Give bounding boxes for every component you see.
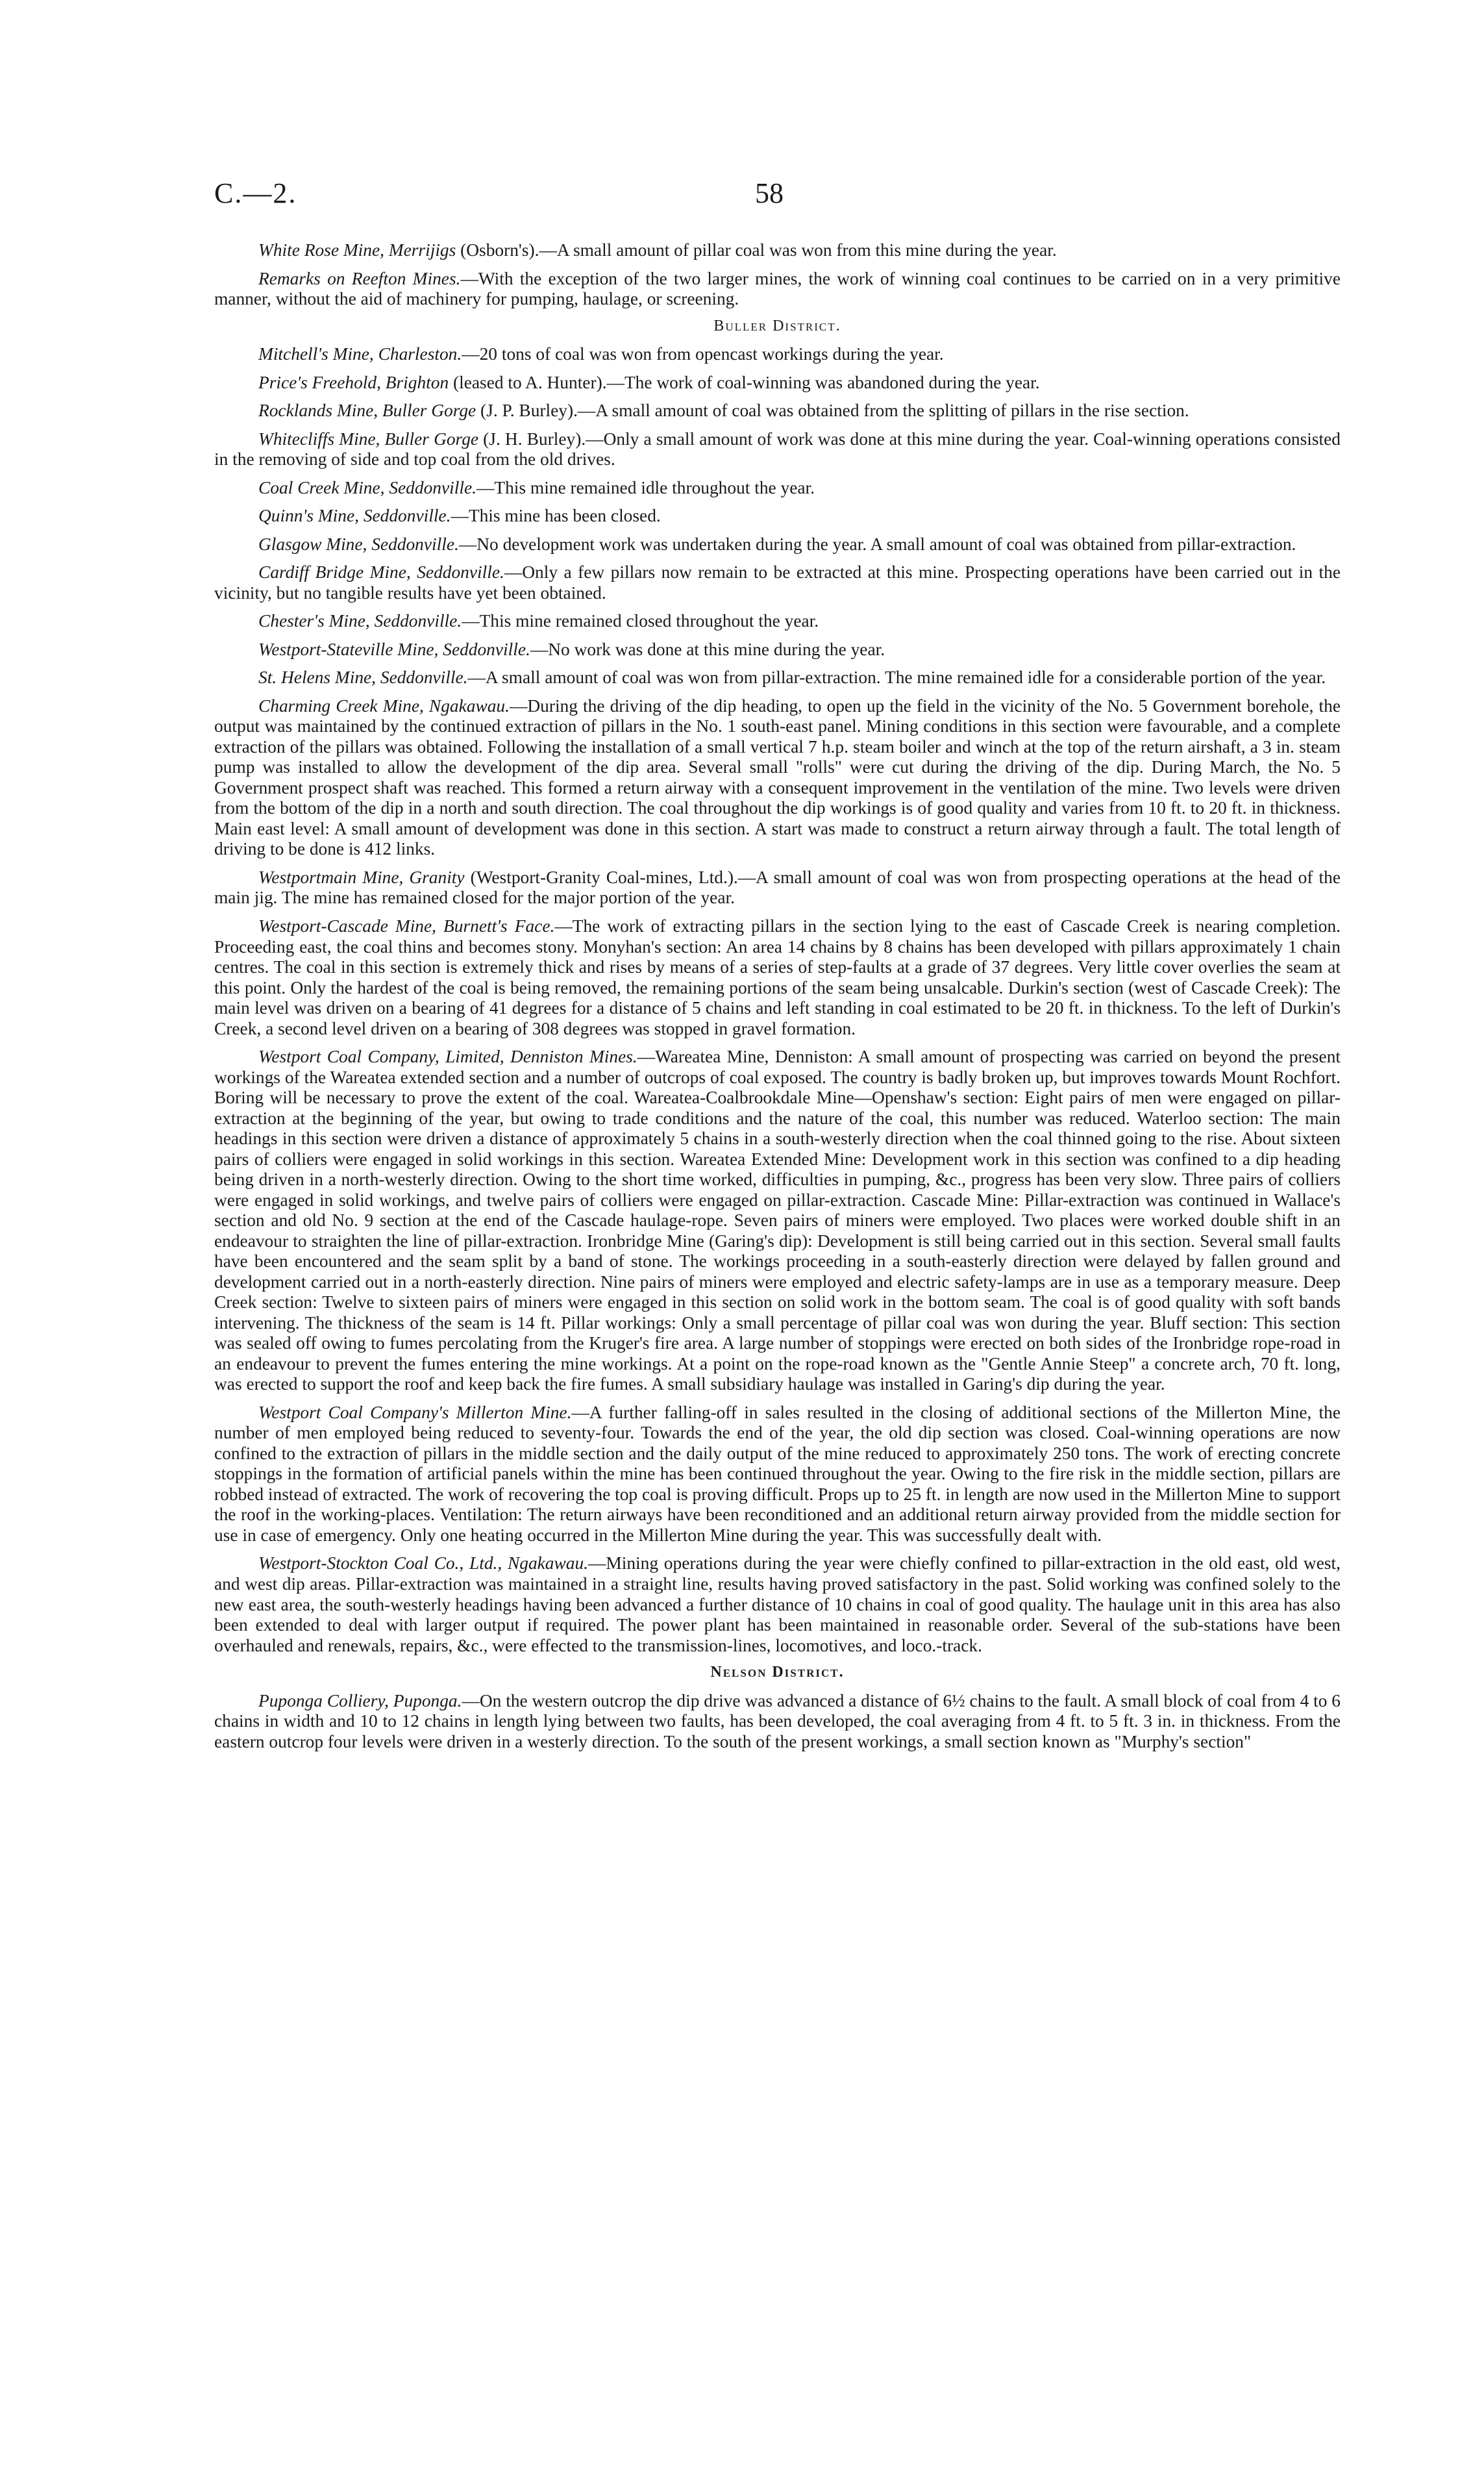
paragraph-text: (Westport-Granity Coal-mines, Ltd.).—A small amount of coal was won from prospecting operations at the head of the main jig. The mine has remained closed for the major portion of the year. bbox=[214, 867, 1341, 908]
paragraph-title: Westport-Stateville Mine, Seddonville. bbox=[258, 639, 530, 659]
body-paragraph bbox=[214, 916, 1341, 1039]
body-paragraph bbox=[214, 1047, 1341, 1395]
body-paragraph bbox=[214, 562, 1341, 603]
paragraph-title: Cardiff Bridge Mine, Seddonville. bbox=[258, 562, 504, 582]
body-paragraph bbox=[214, 478, 1341, 499]
paragraph-title: Quinn's Mine, Seddonville. bbox=[258, 506, 451, 526]
paragraph-text: —20 tons of coal was won from opencast workings during the year. bbox=[462, 344, 944, 364]
page-header bbox=[214, 177, 1341, 216]
body-paragraph bbox=[214, 240, 1341, 261]
document-reference: C.—2. bbox=[214, 177, 297, 209]
paragraph-title: Westportmain Mine, Granity bbox=[258, 867, 465, 887]
body-paragraph bbox=[214, 506, 1341, 527]
paragraph-text: —A small amount of coal was won from pillar-extraction. The mine remained idle for a considerable portion of the year. bbox=[467, 668, 1326, 688]
body-paragraph bbox=[214, 611, 1341, 632]
body-paragraph bbox=[214, 696, 1341, 860]
body-paragraph bbox=[214, 1553, 1341, 1656]
body-paragraph bbox=[214, 373, 1341, 394]
section-heading: Nelson District. bbox=[710, 1664, 845, 1681]
paragraph-text: —Mining operations during the year were chiefly confined to pillar-extraction in the old east, old west, and west dip areas. Pillar-extraction was maintained in a straight line, results having proved satisfactory in the past. Solid working was confined solely to the new east area, the south-westerly headings having been advanced a further distance of 10 chains in coal of good quality. The haulage unit in this area has also been extended to deal with larger output if required. The power plant has been maintained in reasonable order. Several of the sub-stations have been overhauled and renewals, repairs, &c., were effected to the transmission-lines, locomotives, and loco.-track. bbox=[214, 1553, 1341, 1655]
paragraph-title: St. Helens Mine, Seddonville. bbox=[258, 668, 468, 688]
paragraph-text: —With the exception of the two larger mines, the work of winning coal continues to be carried on in a very primitive manner, without the aid of machinery for pumping, haulage, or screening. bbox=[214, 268, 1341, 309]
body-paragraph bbox=[214, 868, 1341, 908]
paragraph-text: (Osborn's).—A small amount of pillar coal was won from this mine during the year. bbox=[456, 240, 1057, 260]
body-paragraph bbox=[214, 269, 1341, 310]
paragraph-text: (leased to A. Hunter).—The work of coal-winning was abandoned during the year. bbox=[449, 372, 1040, 392]
body-paragraph bbox=[214, 640, 1341, 660]
paragraph-title: Coal Creek Mine, Seddonville. bbox=[258, 477, 476, 497]
body-paragraph bbox=[214, 344, 1341, 365]
paragraph-title: Puponga Colliery, Puponga. bbox=[258, 1690, 462, 1710]
paragraph-title: Price's Freehold, Brighton bbox=[258, 372, 449, 392]
paragraph-text: —This mine remained idle throughout the year. bbox=[476, 477, 815, 497]
section-heading: Buller District. bbox=[713, 317, 841, 334]
paragraph-title: White Rose Mine, Merrijigs bbox=[258, 240, 456, 260]
paragraph-title: Westport-Stockton Coal Co., Ltd., Ngakawau. bbox=[258, 1553, 588, 1573]
paragraph-text: —The work of extracting pillars in the section lying to the east of Cascade Creek is nearing completion. Proceeding east, the coal thins and becomes stony. Monyhan's section: An area 14 chains by 8 chains has been developed with pillars approximately 1 chain centres. The coal in this section is extremely thick and rises by means of a series of step-faults at a grade of 37 degrees. Very little cover overlies the seam at this point. Only the hardest of the coal is being removed, the remaining portions of the seam being unsalcable. Durkin's section (west of Cascade Creek): The main level was driven on a bearing of 41 degrees for a distance of 5 chains and left standing in coal estimated to be 20 ft. in thickness. To the left of Durkin's Creek, a second level driven on a bearing of 308 degrees was stopped in gravel formation. bbox=[214, 916, 1341, 1038]
paragraph-title: Remarks on Reefton Mines. bbox=[258, 268, 461, 288]
paragraph-text: —This mine remained closed throughout the year. bbox=[462, 611, 819, 631]
paragraph-title: Westport Coal Company's Millerton Mine. bbox=[258, 1402, 572, 1422]
paragraph-title: Rocklands Mine, Buller Gorge bbox=[258, 401, 476, 421]
body-paragraph bbox=[214, 401, 1341, 421]
body-paragraph bbox=[214, 1403, 1341, 1546]
paragraph-text: (J. P. Burley).—A small amount of coal was obtained from the splitting of pillars in the rise section. bbox=[476, 401, 1189, 421]
paragraph-text: —A further falling-off in sales resulted in the closing of additional sections of the Millerton Mine, the number of men employed being reduced to seventy-four. Towards the end of the year, the old dip section was closed. Coal-winning operations are now confined to the extraction of pillars in the middle section and the daily output of the mine reduced to approximately 250 tons. The work of erecting concrete stoppings in the formation of artificial panels within the mine has been continued throughout the year. Owing to the fire risk in the middle section, pillars are robbed instead of extracted. The work of recovering the top coal is proving difficult. Props up to 25 ft. in length are now used in the Millerton Mine to support the roof in the working-places. Ventilation: The return airways have been reconditioned and an additional return airway provided from the middle section for use in case of emergency. Only one heating occurred in the Millerton Mine during the year. This was successfully dealt with. bbox=[214, 1402, 1341, 1545]
body-paragraph bbox=[214, 429, 1341, 470]
paragraph-title: Charming Creek Mine, Ngakawau. bbox=[258, 695, 510, 716]
paragraph-title: Mitchell's Mine, Charleston. bbox=[258, 344, 462, 364]
paragraph-text: (J. H. Burley).—Only a small amount of work was done at this mine during the year. Coal-winning operations consisted in the removing of side and top coal from the old drives. bbox=[214, 429, 1341, 470]
body-paragraph bbox=[214, 534, 1341, 555]
paragraph-title: Westport Coal Company, Limited, Denniston Mines. bbox=[258, 1047, 637, 1067]
paragraph-text: —This mine has been closed. bbox=[451, 506, 661, 526]
paragraph-title: Glasgow Mine, Seddonville. bbox=[258, 534, 459, 554]
page-number: 58 bbox=[755, 177, 784, 209]
paragraph-text: —Wareatea Mine, Denniston: A small amount of prospecting was carried on beyond the present workings of the Wareatea extended section and a number of outcrops of coal exposed. The country is badly broken up, but improves towards Mount Rochfort. Boring will be necessary to prove the extent of the coal. Wareatea-Coalbrookdale Mine—Openshaw's section: Eight pairs of men were engaged on pillar-extraction at the beginning of the year, but owing to trade conditions and the nature of the coal, this number was reduced. Waterloo section: The main headings in this section were driven a distance of approximately 5 chains in a south-westerly direction when the coal thinned going to the rise. About sixteen pairs of colliers were engaged in solid workings in this section. Wareatea Extended Mine: Development work in this section was confined to a dip heading being driven in a north-westerly direction. Owing to the short time worked, difficulties in pumping, &c., progress has been very slow. Three pairs of colliers were engaged in solid workings, and twelve pairs of colliers were engaged on pillar-extraction. Cascade Mine: Pillar-extraction was continued in Wallace's section and old No. 9 section at the end of the Cascade haulage-rope. Seven pairs of miners were employed. Two places were worked double shift in an endeavour to straighten the line of pillar-extraction. Ironbridge Mine (Garing's dip): Development is still being carried out in this section. Several small faults have been encountered and the seam split by a band of stone. The workings proceeding in a south-easterly direction were delayed by fallen ground and development carried out in a north-easterly direction. Nine pairs of miners were employed and electric safety-lamps are in use as a temporary measure. Deep Creek section: Twelve to sixteen pairs of miners were engaged in this section on solid work in the bottom seam. The coal is of good quality with soft bands intervening. The thickness of the seam is 14 ft. Pillar workings: Only a small percentage of pillar coal was won during the year. Bluff section: This section was sealed off owing to fumes percolating from the Kruger's fire area. A large number of stoppings were erected on both sides of the Ironbridge rope-road in an endeavour to prevent the fumes entering the mine workings. At a point on the rope-road known as the "Gentle Annie Steep" a concrete arch, 70 ft. long, was erected to support the roof and keep back the fire fumes. A small subsidiary haulage was installed in Garing's dip during the year. bbox=[214, 1047, 1341, 1394]
paragraph-text: —During the driving of the dip heading, to open up the field in the vicinity of the No. 5 Government borehole, the output was maintained by the continued extraction of pillars in the No. 1 south-east panel. Mining conditions in this section were favourable, and a complete extraction of the pillars was obtained. Following the installation of a small vertical 7 h.p. steam boiler and winch at the top of the return airshaft, a 3 in. steam pump was installed to allow the development of the dip area. Several small "rolls" were cut during the driving of the dip. During March, the No. 5 Government prospect shaft was reached. This formed a return airway with a consequent improvement in the ventilation of the mine. Two levels were driven from the bottom of the dip in a north and south direction. The coal throughout the dip workings is of good quality and varies from 10 ft. to 20 ft. in thickness. Main east level: A small amount of development was done in this section. A start was made to construct a return airway through a fault. The total length of driving to be done is 412 links. bbox=[214, 695, 1341, 859]
body-paragraph bbox=[214, 668, 1341, 688]
paragraph-text: —On the western outcrop the dip drive was advanced a distance of 6½ chains to the fault. A small block of coal from 4 to 6 chains in width and 10 to 12 chains in length lying between two faults, has been developed, the coal averaging from 4 ft. to 5 ft. 3 in. in thickness. From the eastern outcrop four levels were driven in a westerly direction. To the south of the present workings, a small section known as "Murphy's section" bbox=[214, 1690, 1341, 1751]
paragraph-text: —Only a few pillars now remain to be extracted at this mine. Prospecting operations have been carried out in the vicinity, but no tangible results have yet been obtained. bbox=[214, 562, 1341, 603]
paragraph-title: Whitecliffs Mine, Buller Gorge bbox=[258, 429, 479, 449]
paragraph-text: —No work was done at this mine during the year. bbox=[530, 639, 885, 659]
page-body bbox=[214, 240, 1341, 1760]
paragraph-title: Chester's Mine, Seddonville. bbox=[258, 611, 462, 631]
paragraph-text: —No development work was undertaken during the year. A small amount of coal was obtained from pillar-extraction. bbox=[458, 534, 1296, 554]
body-paragraph bbox=[214, 1691, 1341, 1753]
paragraph-title: Westport-Cascade Mine, Burnett's Face. bbox=[258, 916, 555, 936]
